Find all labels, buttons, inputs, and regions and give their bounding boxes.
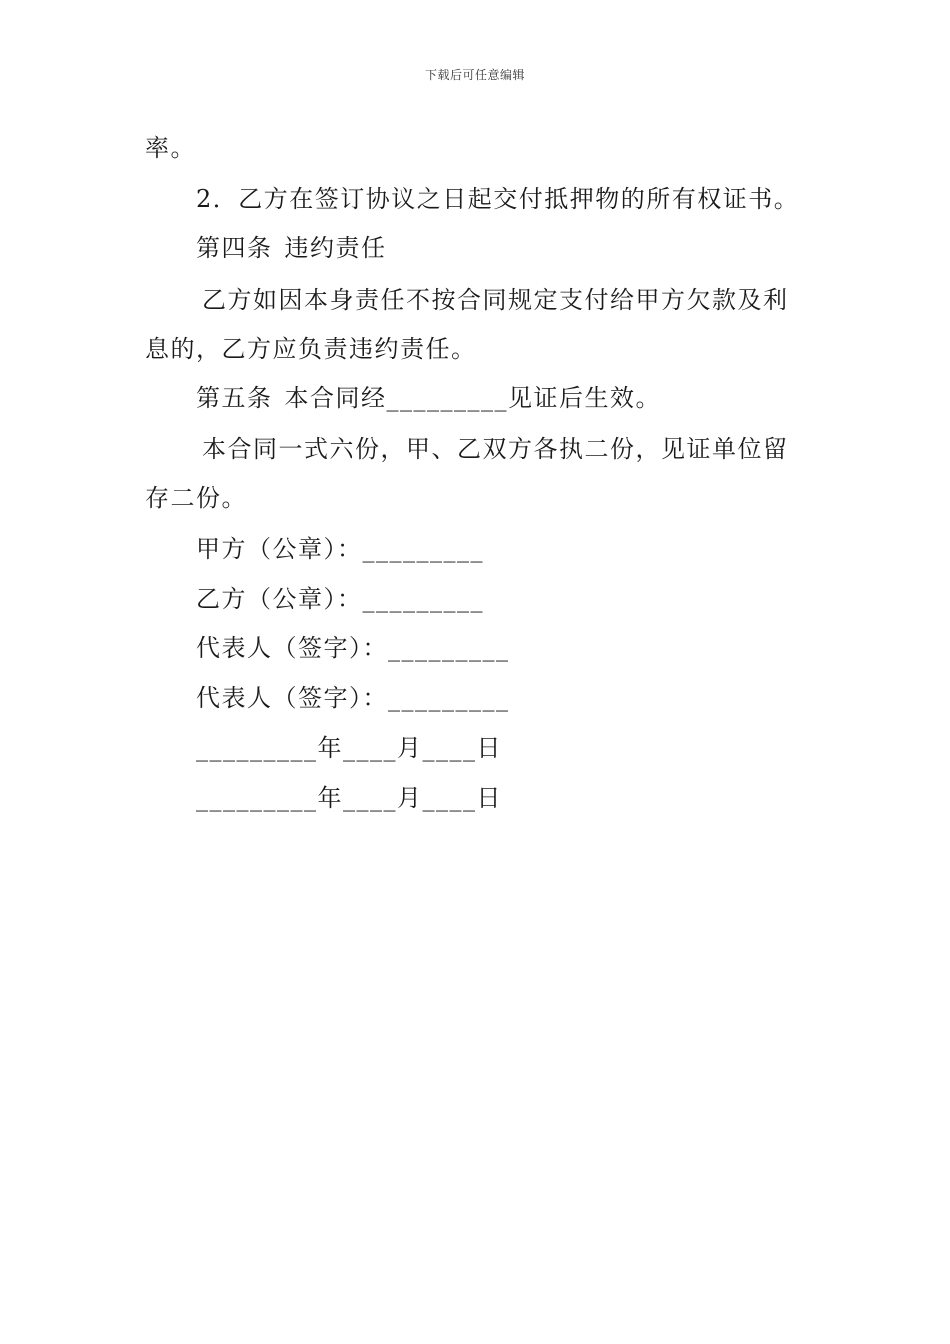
representative-signature-field: 代表人（签字）：_________ — [196, 684, 510, 712]
copies-line-1: 本合同一式六份，甲、乙双方各执二份，见证单位留 — [202, 435, 789, 463]
article-4-text-line-1: 乙方如因本身责任不按合同规定支付给甲方欠款及利 — [202, 286, 789, 314]
article-4-number: 第四条 — [196, 234, 273, 262]
copies-line-2: 存二份。 — [145, 484, 247, 512]
date-field: _________年____月____日 — [196, 784, 502, 812]
article-4-heading — [196, 233, 387, 263]
clause-2: 2．乙方在签订协议之日起交付抵押物的所有权证书。 — [196, 185, 800, 213]
article-5-text: 本合同经_________见证后生效。 — [284, 384, 661, 412]
party-b-seal-field: 乙方（公章）：_________ — [196, 585, 484, 613]
article-5 — [196, 383, 661, 413]
representative-signature-field: 代表人（签字）：_________ — [196, 634, 510, 662]
article-5-number: 第五条 — [196, 384, 273, 412]
article-4-text-line-2: 息的，乙方应负责违约责任。 — [145, 335, 477, 363]
date-field: _________年____月____日 — [196, 734, 502, 762]
page-header: 下载后可任意编辑 — [424, 68, 525, 82]
article-4-title: 违约责任 — [284, 234, 387, 262]
paragraph-line: 率。 — [145, 134, 196, 162]
party-a-seal-field: 甲方（公章）：_________ — [196, 535, 484, 563]
